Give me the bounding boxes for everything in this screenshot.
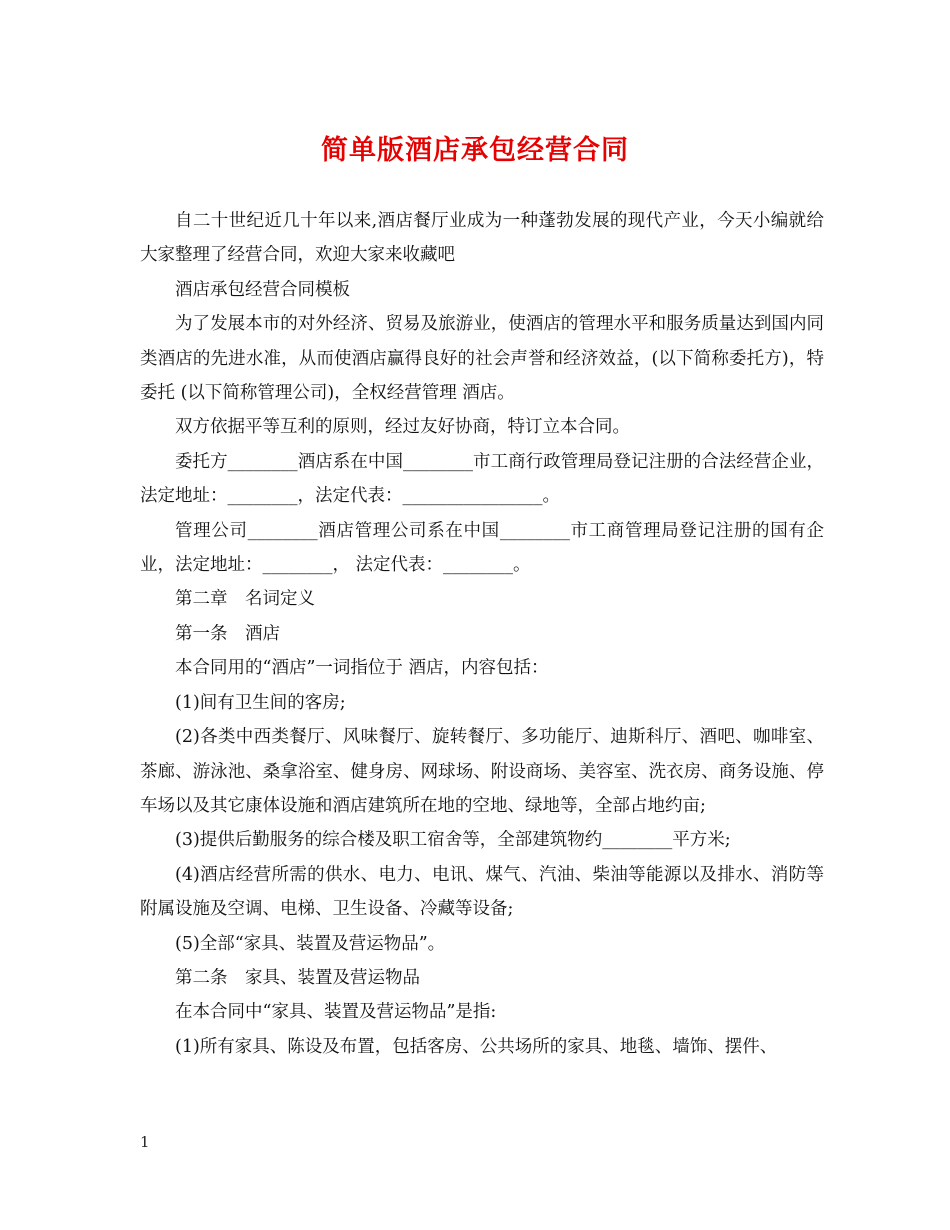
paragraph-template-heading: 酒店承包经营合同模板 bbox=[175, 279, 350, 300]
page-number: 1 bbox=[140, 1133, 150, 1151]
document-title: 简单版酒店承包经营合同 bbox=[321, 135, 629, 166]
chapter-heading: 第二章 名词定义 bbox=[175, 589, 315, 610]
paragraph-furniture-definition: 在本合同中“家具、装置及营运物品”是指: bbox=[175, 1002, 497, 1023]
document-body bbox=[140, 204, 824, 1064]
paragraph-intro: 自二十世纪近几十年以来,酒店餐厅业成为一种蓬勃发展的现代产业，今天小编就给大家整理了经营合同，欢迎大家来收藏吧 bbox=[140, 211, 824, 266]
paragraph-management-party: 管理公司________酒店管理公司系在中国________市工商管理局登记注册的国有企业，法定地址：________， 法定代表：________。 bbox=[140, 520, 824, 576]
list-item-3: (3)提供后勤服务的综合楼及职工宿舍等，全部建筑物约________平方米; bbox=[175, 830, 731, 851]
article-heading-furniture: 第二条 家具、装置及营运物品 bbox=[175, 967, 420, 988]
paragraph-hotel-definition: 本合同用的“酒店”一词指位于 酒店，内容包括： bbox=[175, 658, 549, 679]
list-item-2: (2)各类中西类餐厅、风味餐厅、旋转餐厅、多功能厅、迪斯科厅、酒吧、咖啡室、茶廊、游泳池、桑拿浴室、健身房、网球场、附设商场、美容室、洗衣房、商务设施、停车场以及其它康体设施和酒店建筑所在地的空地、绿地等，全部占地约亩; bbox=[140, 727, 824, 816]
paragraph-client-party: 委托方________酒店系在中国________市工商行政管理局登记注册的合法经营企业，法定地址：________，法定代表：________________。 bbox=[140, 451, 824, 507]
paragraph-purpose: 为了发展本市的对外经济、贸易及旅游业，使酒店的管理水平和服务质量达到国内同类酒店的先进水准，从而使酒店赢得良好的社会声誉和经济效益，(以下简称委托方)，特委托 (以下简称管理公司)，全权经营管理 酒店。 bbox=[140, 314, 824, 404]
list-item-4: (4)酒店经营所需的供水、电力、电讯、煤气、汽油、柴油等能源以及排水、消防等附属设施及空调、电梯、卫生设备、冷藏等设备; bbox=[140, 864, 824, 920]
list-item-1: (1)间有卫生间的客房; bbox=[175, 692, 346, 713]
paragraph-principle: 双方依据平等互利的原则，经过友好协商，特订立本合同。 bbox=[175, 417, 630, 438]
article-heading-hotel: 第一条 酒店 bbox=[175, 623, 280, 644]
list-item-5: (5)全部“家具、装置及营运物品”。 bbox=[175, 933, 446, 954]
list-item-furniture-1: (1)所有家具、陈设及布置，包括客房、公共场所的家具、地毯、墙饰、摆件、 bbox=[175, 1036, 778, 1057]
